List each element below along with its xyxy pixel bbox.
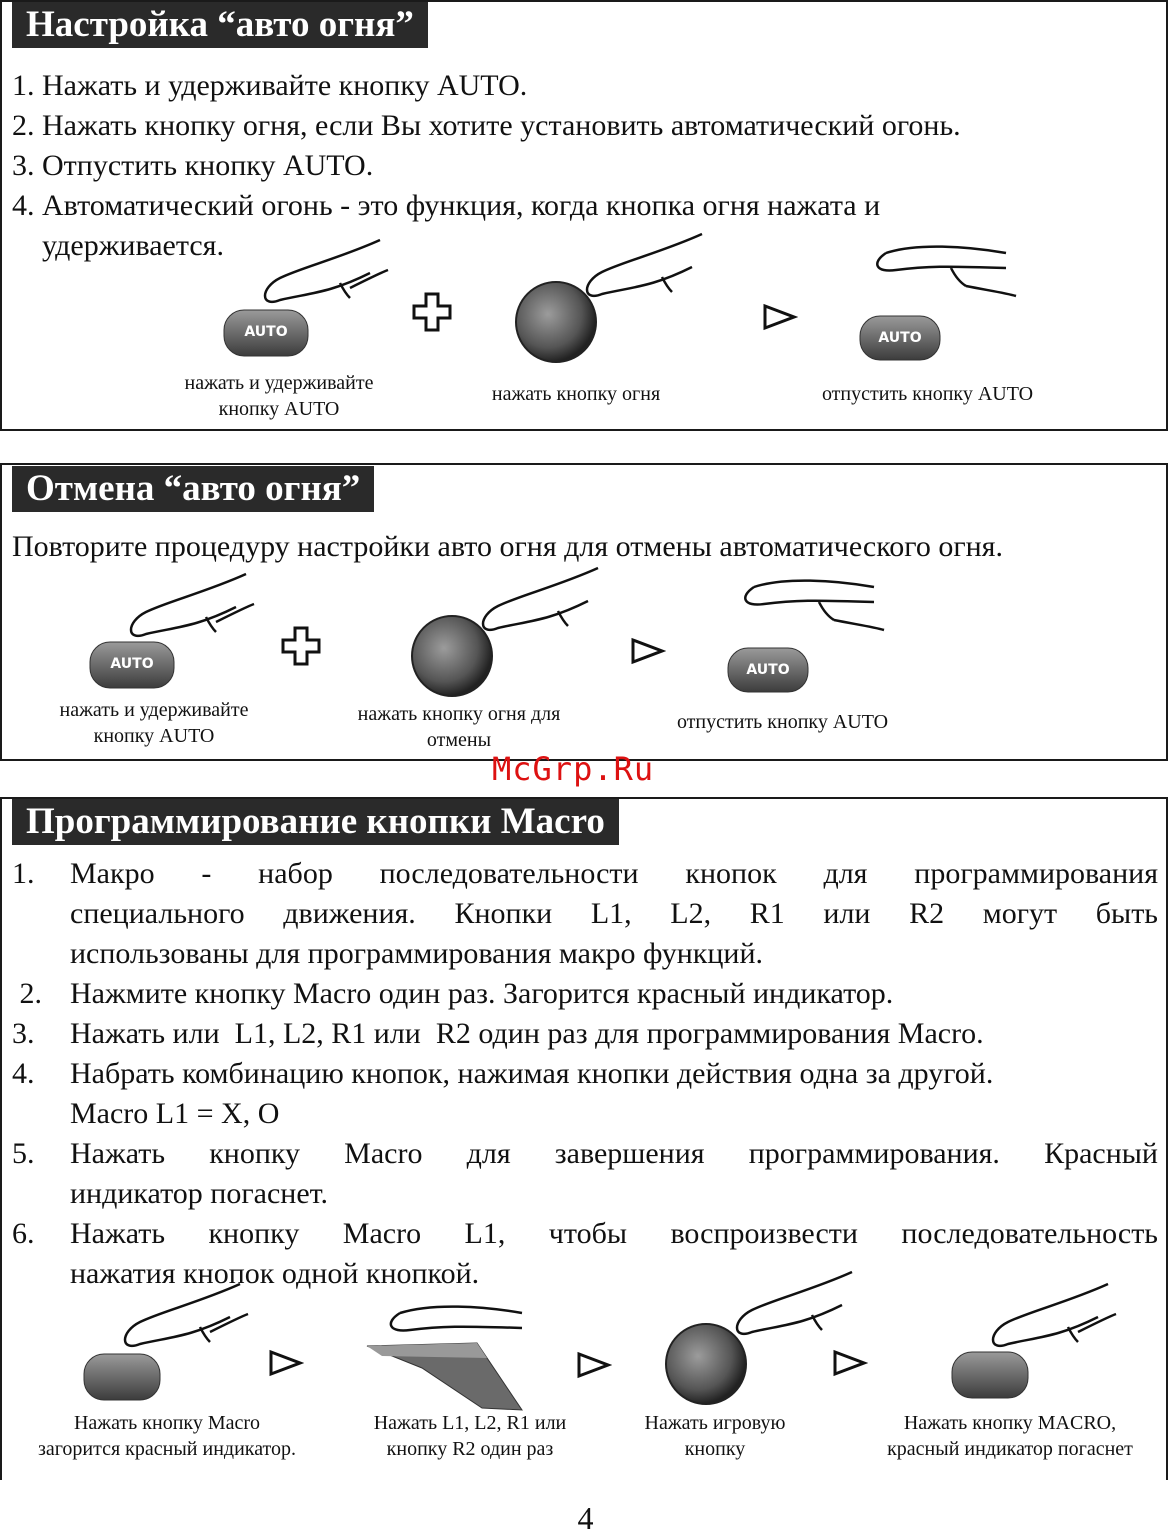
arrow-right-icon (762, 302, 798, 337)
shoulder-button-press-illustration (362, 1298, 532, 1413)
fire-button-press-illustration (512, 232, 712, 367)
caption-press-macro: Нажать кнопку Macro загорится красный индикатор. (37, 1412, 297, 1460)
auto-button-label: AUTO (746, 662, 790, 678)
auto-button-label: AUTO (110, 656, 154, 672)
finger-icon (125, 1284, 248, 1346)
macro-programming-title: Программирование кнопки Macro (12, 799, 619, 845)
finger-icon (993, 1284, 1116, 1346)
fire-button-press-illustration (408, 566, 608, 701)
auto-fire-cancel-text: Повторите процедуру настройки авто огня для отмены автоматического огня. (12, 530, 1003, 563)
auto-button-label: AUTO (244, 324, 288, 340)
macro-step-6: 6. Нажать кнопку Macro L1, чтобы воспроизвести последовательность нажатия кнопок одной кнопкой. (12, 1217, 1158, 1290)
finger-icon (265, 240, 388, 302)
macro-step-4: 4. Набрать комбинацию кнопок, нажимая кнопки действия одна за другой. Macro L1 = X, O (12, 1057, 994, 1130)
caption-press-game-button: Нажать игровую кнопку (644, 1412, 786, 1460)
caption-press-shoulder: Нажать L1, L2, R1 или кнопку R2 один раз (373, 1412, 567, 1460)
arrow-right-icon (576, 1350, 612, 1385)
arrow-right-icon (832, 1348, 868, 1383)
macro-button-final-press-illustration (948, 1282, 1128, 1407)
caption-release-auto: отпустить кнопку AUTO (676, 711, 889, 733)
auto-button-release-illustration (856, 238, 1026, 363)
macro-step-2: 2. Нажмите кнопку Macro один раз. Загорится красный индикатор. (12, 977, 894, 1010)
auto-fire-setup-steps (12, 66, 961, 266)
caption-press-fire: нажать кнопку огня (491, 383, 661, 405)
caption-hold-auto: нажать и удерживайте кнопку AUTO (184, 372, 374, 420)
macro-step-3: 3. Нажать или L1, L2, R1 или R2 один раз для программирования Macro. (12, 1017, 984, 1050)
caption-release-auto: отпустить кнопку AUTO (821, 383, 1034, 405)
auto-button-press-illustration (220, 238, 400, 363)
caption-press-fire-cancel: нажать кнопку огня для отмены (357, 703, 561, 751)
finger-icon (483, 568, 598, 630)
plus-icon (281, 626, 321, 666)
setup-step-2: 2. Нажать кнопку огня, если Вы хотите установить автоматический огонь. (12, 109, 961, 142)
page-number: 4 (577, 1500, 594, 1536)
arrow-right-icon (268, 1348, 304, 1383)
finger-icon (391, 1307, 522, 1331)
caption-hold-auto: нажать и удерживайте кнопку AUTO (59, 699, 249, 747)
auto-button-label: AUTO (878, 330, 922, 346)
caption-press-macro-final: Нажать кнопку MACRO, красный индикатор погаснет (887, 1412, 1133, 1460)
finger-icon (737, 1272, 852, 1334)
game-button-press-illustration (662, 1270, 862, 1410)
finger-icon (587, 234, 702, 296)
plus-icon (412, 292, 452, 332)
watermark: McGrp.Ru (492, 750, 655, 788)
lifted-finger-icon (745, 581, 884, 630)
lifted-finger-icon (877, 247, 1016, 296)
setup-step-1: 1. Нажать и удерживайте кнопку AUTO. (12, 69, 528, 102)
auto-fire-cancel-title: Отмена “авто огня” (12, 466, 374, 512)
setup-step-3: 3. Отпустить кнопку AUTO. (12, 149, 374, 182)
macro-step-5: 5. Нажать кнопку Macro для завершения программирования. Красный индикатор погаснет. (12, 1137, 1158, 1210)
finger-icon (131, 574, 254, 636)
setup-step-4-cont: удерживается. (12, 229, 224, 262)
auto-button-press-illustration (86, 572, 266, 697)
macro-steps (12, 854, 1158, 1294)
macro-step-1: 1. Макро - набор последовательности кнопок для программирования специального движения. Кнопки L1, L2, R1 или R2 могут быть использованы для программирования макро функций. (12, 857, 1158, 970)
auto-button-release-illustration (724, 572, 894, 697)
macro-button-press-illustration (80, 1282, 260, 1407)
arrow-right-icon (630, 636, 666, 671)
auto-fire-setup-title: Настройка “авто огня” (12, 2, 428, 48)
setup-step-4: 4. Автоматический огонь - это функция, когда кнопка огня нажата и (12, 189, 881, 222)
